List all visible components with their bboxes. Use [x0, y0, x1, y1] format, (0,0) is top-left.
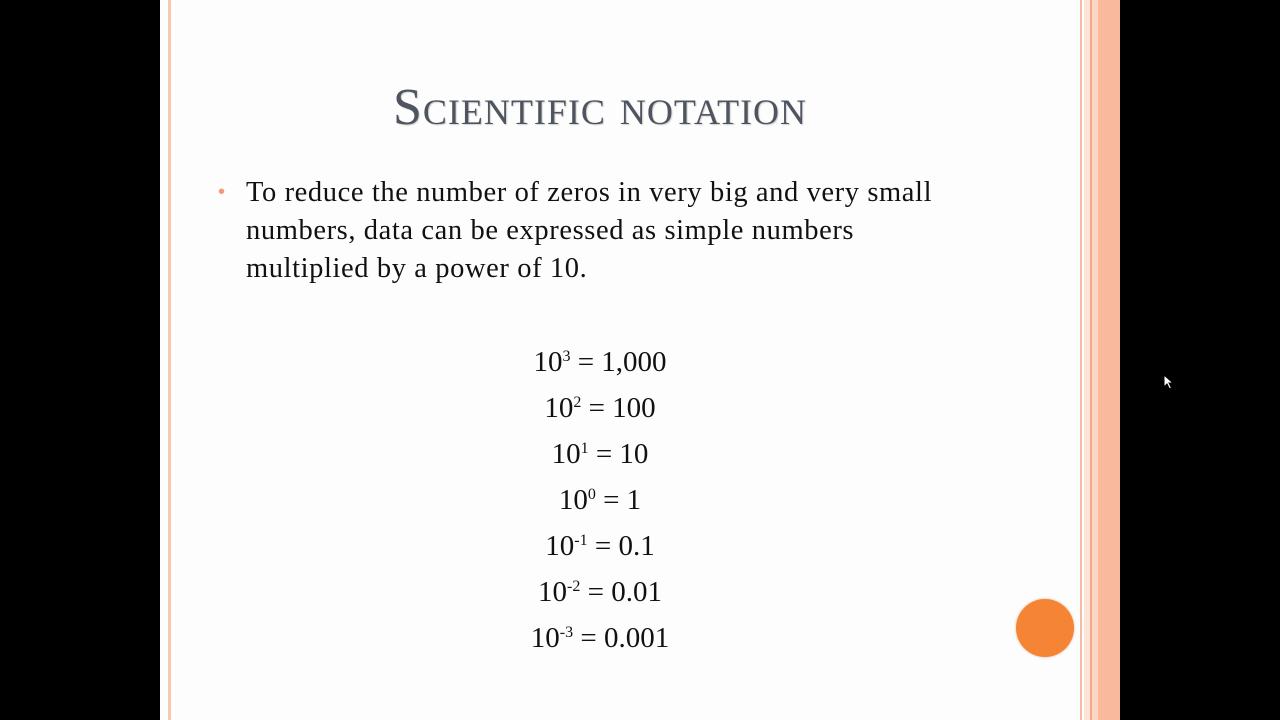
equation-result: = 1: [603, 484, 642, 516]
equation-row: [460, 615, 740, 661]
equation-exponent: -1: [574, 532, 588, 549]
slide-title: Scientific notation: [393, 79, 807, 136]
equation-exponent: 3: [562, 348, 571, 365]
equation-result: = 0.001: [580, 622, 670, 654]
equation-result: = 100: [588, 392, 656, 424]
equation-exponent: 1: [580, 440, 589, 457]
equation-exponent: 0: [587, 486, 596, 503]
equation-base: 10: [533, 346, 563, 378]
equation-row: [460, 339, 740, 385]
orange-circle-decoration: [1016, 599, 1074, 657]
equation-row: [460, 385, 740, 431]
equation-exponent: -2: [567, 578, 581, 595]
equation-result: = 0.1: [594, 530, 655, 562]
presentation-slide: [160, 0, 1120, 720]
equation-row: [460, 477, 740, 523]
bullet-dot-icon: •: [218, 181, 226, 203]
equation-base: 10: [530, 622, 560, 654]
equation-result: = 10: [595, 438, 649, 470]
equation-base: 10: [551, 438, 581, 470]
bullet-text: To reduce the number of zeros in very big and very small numbers, data can be expressed as simple numbers multiplied by a power of 10.: [246, 177, 933, 284]
right-border-stripe: [1080, 0, 1082, 720]
equation-base: 10: [545, 530, 575, 562]
equation-exponent: 2: [573, 394, 582, 411]
equation-row: [460, 569, 740, 615]
equation-row: [460, 431, 740, 477]
equation-exponent: -3: [559, 624, 574, 641]
equation-result: = 1,000: [577, 346, 667, 378]
equation-result: = 0.01: [587, 576, 662, 608]
right-border-band: [1098, 0, 1120, 720]
equation-base: 10: [544, 392, 574, 424]
mouse-pointer-icon: [1163, 374, 1175, 390]
equation-base: 10: [558, 484, 588, 516]
equation-list: [460, 339, 740, 661]
equation-row: [460, 523, 740, 569]
equation-base: 10: [538, 576, 568, 608]
